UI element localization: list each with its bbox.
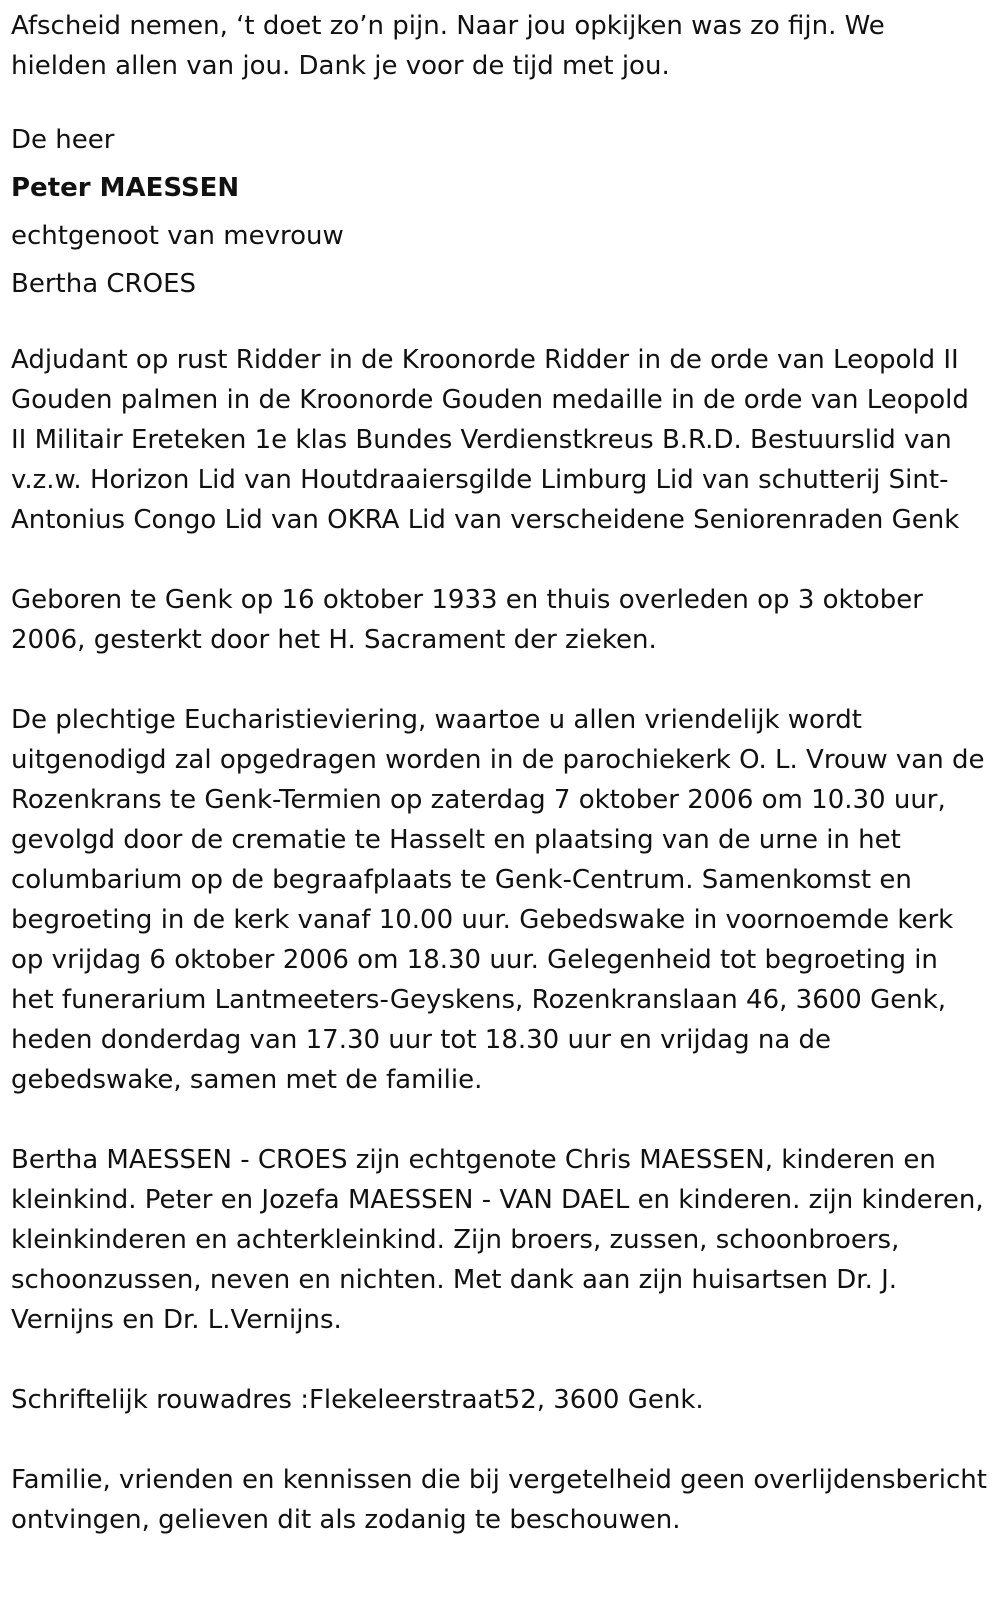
- spouse-name: Bertha CROES: [11, 269, 197, 299]
- closing-paragraph: Familie, vrienden en kennissen die bij vergetelheid geen overlijdensbericht ontvingen, gelieven dit als zodanig te beschouwen.: [11, 1465, 987, 1535]
- family-paragraph: Bertha MAESSEN - CROES zijn echtgenote Chris MAESSEN, kinderen en kleinkind. Peter en Jozefa MAESSEN - VAN DAEL en kinderen. zijn kinderen, kleinkinderen en achterkleinkind. Zijn broers, zussen, schoonbroers, schoonzussen, neven en nichten. Met dank aan zijn huisartsen Dr. J. Vernijns en Dr. L.Vernijns.: [11, 1145, 984, 1335]
- birth-death-paragraph: Geboren te Genk op 16 oktober 1933 en thuis overleden op 3 oktober 2006, gesterkt door het H. Sacrament der zieken.: [11, 585, 923, 655]
- spouse-relation: echtgenoot van mevrouw: [11, 221, 344, 251]
- salutation: De heer: [11, 125, 115, 155]
- address-paragraph: Schriftelijk rouwadres :Flekeleerstraat52, 3600 Genk.: [11, 1385, 704, 1415]
- motto-paragraph: Afscheid nemen, ‘t doet zo’n pijn. Naar jou opkijken was zo fijn. We hielden allen van jou. Dank je voor de tijd met jou.: [11, 11, 885, 81]
- titles-paragraph: Adjudant op rust Ridder in de Kroonorde Ridder in de orde van Leopold II Gouden palmen in de Kroonorde Gouden medaille in de orde van Leopold II Militair Ereteken 1e klas Bundes Verdienstkreus B.R.D. Bestuurslid van v.z.w. Horizon Lid van Houtdraaiersgilde Limburg Lid van schutterij Sint-Antonius Congo Lid van OKRA Lid van verscheidene Seniorenraden Genk: [11, 345, 969, 535]
- ceremony-paragraph: De plechtige Eucharistieviering, waartoe u allen vriendelijk wordt uitgenodigd zal opgedragen worden in de parochiekerk O. L. Vrouw van de Rozenkrans te Genk-Termien op zaterdag 7 oktober 2006 om 10.30 uur, gevolgd door de crematie te Hasselt en plaatsing van de urne in het columbarium op de begraafplaats te Genk-Centrum. Samenkomst en begroeting in de kerk vanaf 10.00 uur. Gebedswake in voornoemde kerk op vrijdag 6 oktober 2006 om 18.30 uur. Gelegenheid tot begroeting in het funerarium Lantmeeters-Geyskens, Rozenkranslaan 46, 3600 Genk, heden donderdag van 17.30 uur tot 18.30 uur en vrijdag na de gebedswake, samen met de familie.: [11, 705, 985, 1095]
- deceased-name: Peter MAESSEN: [11, 173, 240, 203]
